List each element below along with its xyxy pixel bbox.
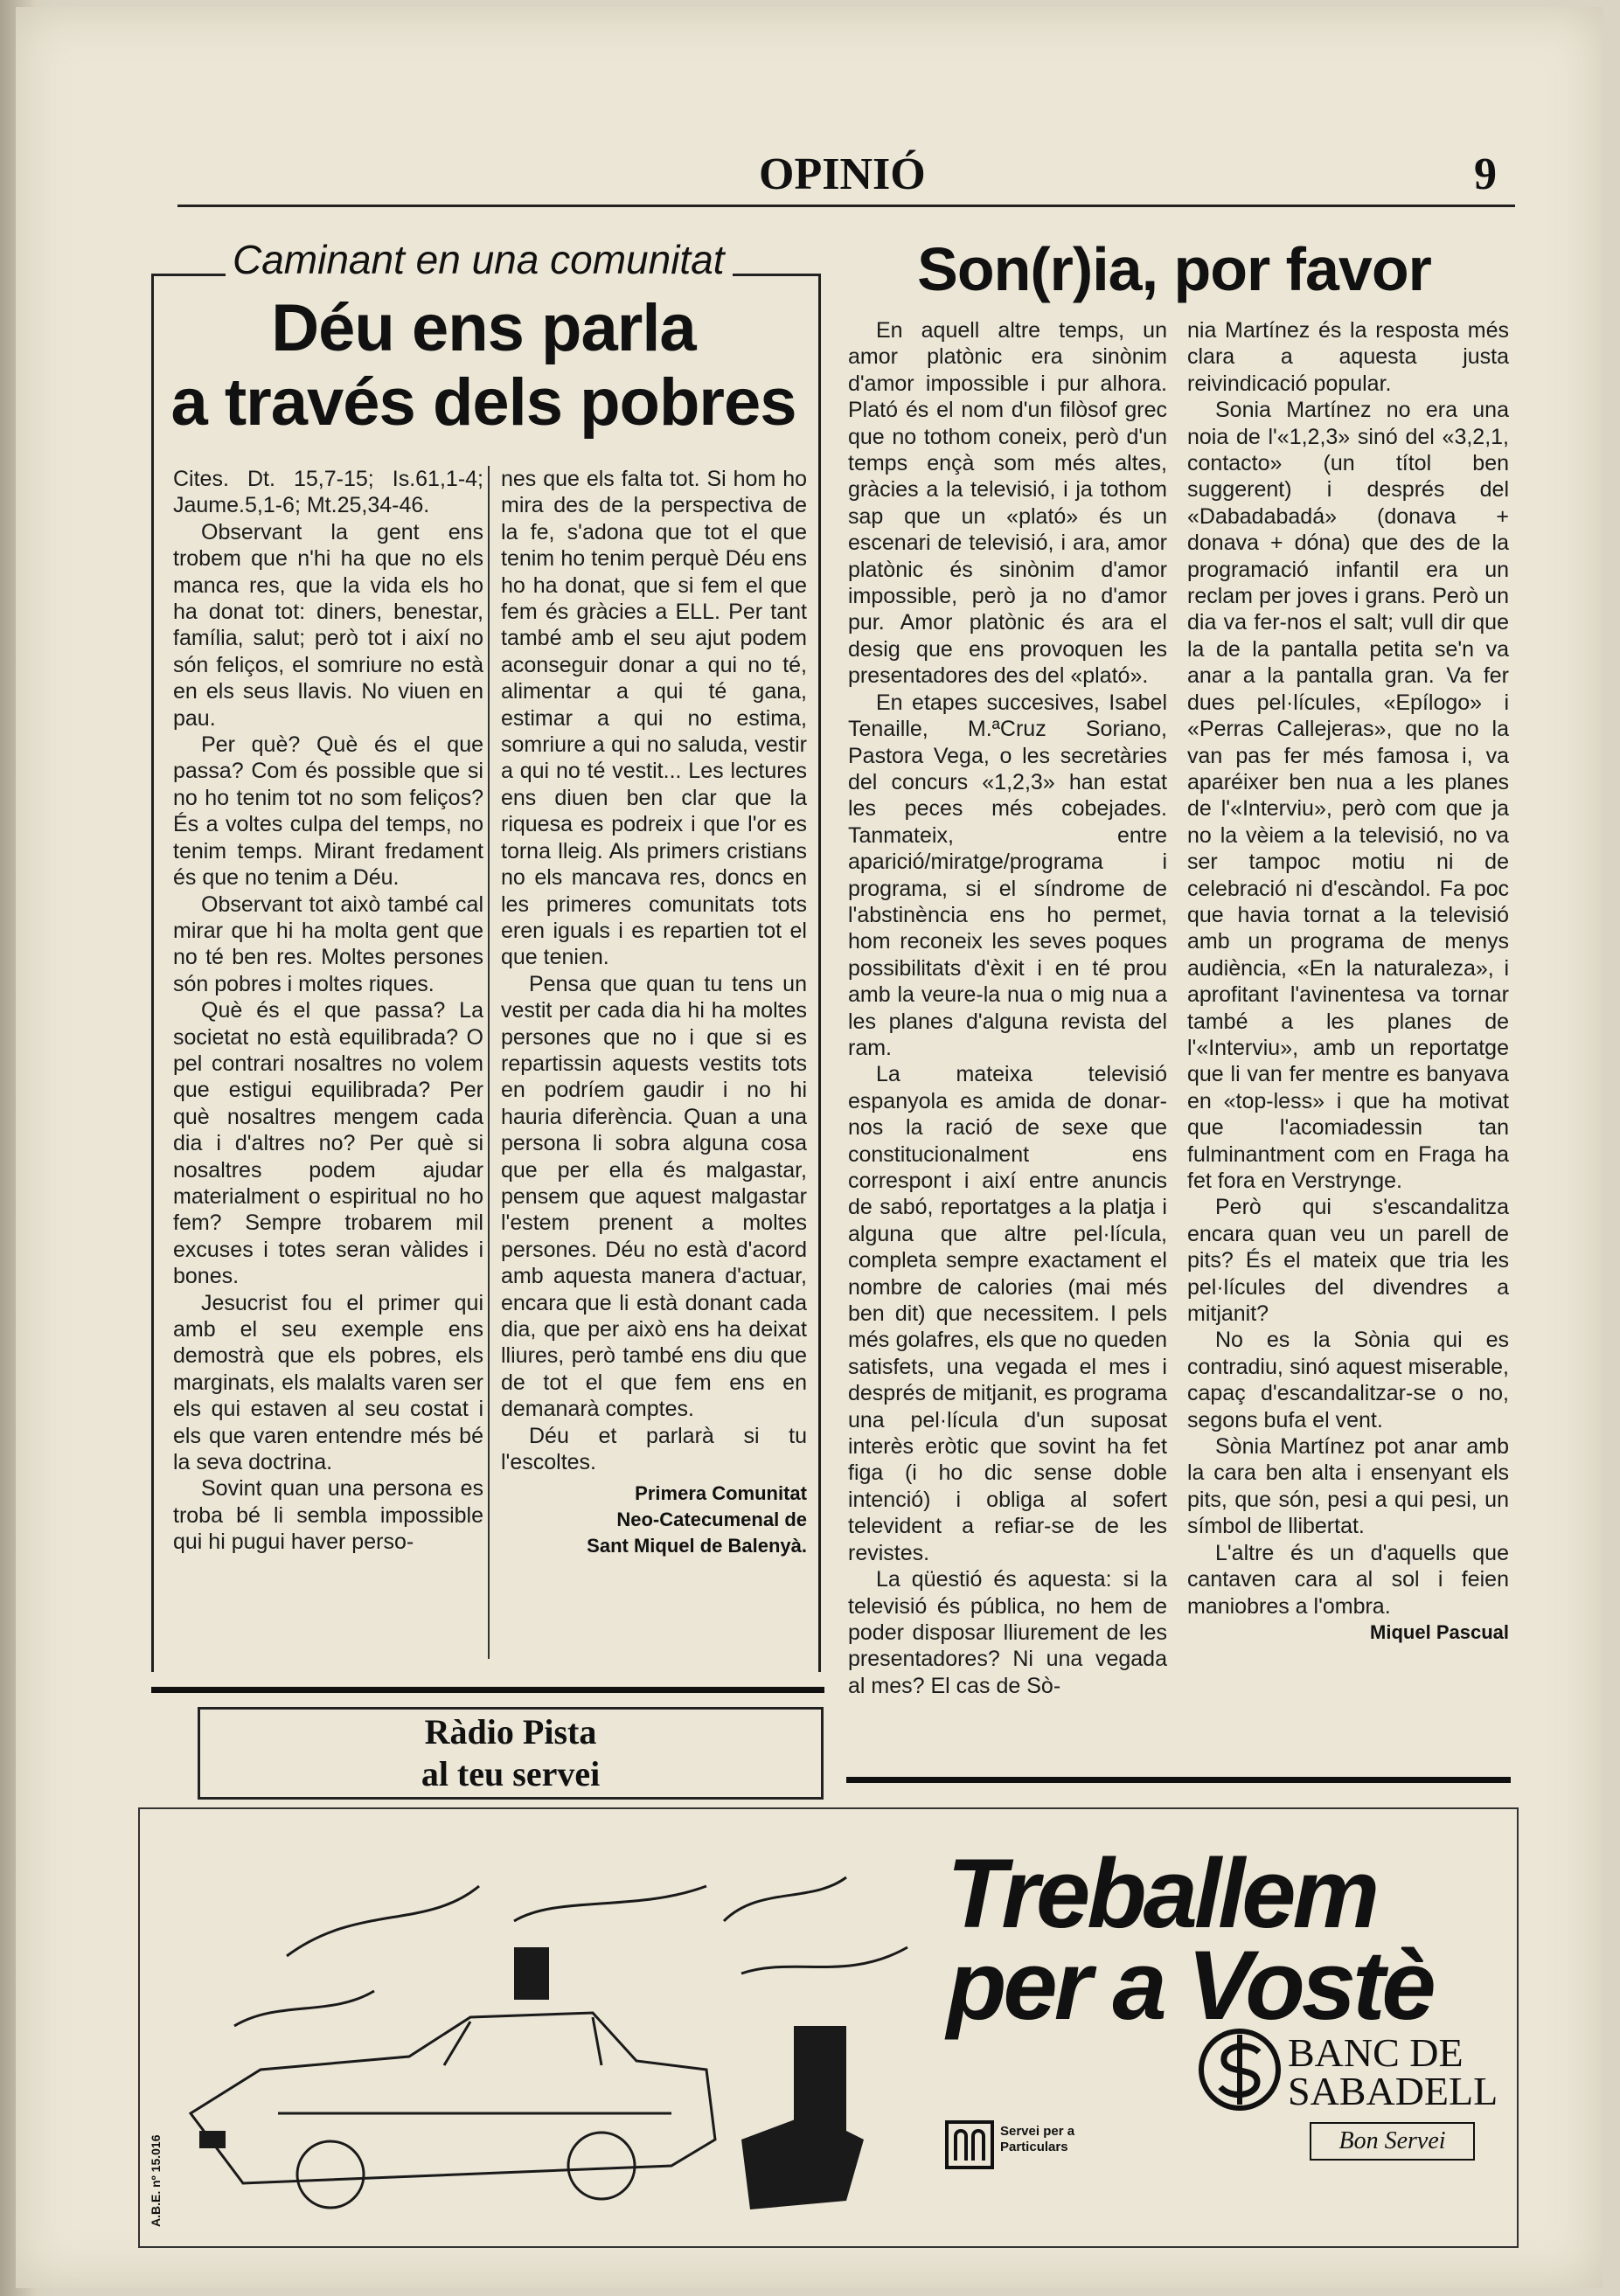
article1-top-rule-left	[151, 274, 226, 276]
article2-title: Son(r)ia, por favor	[917, 235, 1431, 303]
article1-top-rule-right	[733, 274, 818, 276]
slogan-line1: Treballem	[947, 1839, 1377, 1948]
article1-paragraph: Per què? Què és el que passa? Com és possible que si no ho tenim tot no som feliços? És a voltes culpa del temps, no tenim temps. Mirant fredament és que no tenim a Déu.	[173, 732, 483, 891]
bank-name-line2: SABADELL	[1288, 2069, 1498, 2113]
radio-pista-ad	[198, 1707, 824, 1800]
article1-title-line2: a través dels pobres	[170, 365, 796, 440]
bank-tagline: Bon Servei	[1310, 2122, 1475, 2161]
article2-signature: Miquel Pascual	[1370, 1620, 1509, 1643]
article1-paragraph: Jesucrist fou el primer qui amb el seu exemple ens demostrà que els pobres, els marginats, els malalts varen ser els qui estaven al seu costat i els que varen entendre més bé la seva doctrina.	[173, 1290, 483, 1475]
article2-paragraph: Sonia Martínez no era una noia de l'«1,2,3» sinó del «3,2,1, contacto» (un títol ben suggerent) i després del «Dabadabadá» (donava + donava + dóna) que des de la programació infantil era un reclam per joves i grans. Però un dia va fer-nos el salt; vull dir que la de la pantalla petita se'n va anar a la pantalla gran. Va fer dues pel·lícules, «Epílogo» i «Perras Callejeras», que no la van pas fer més famosa i, va aparéixer ben nua a les planes de l'«Interviu», però com que ja no la vèiem a la televisió, no va ser tampoc motiu ni de celebració ni d'escàndol. Fa poc que havia tornat a la televisió amb un programa de menys audiència, «En la naturaleza», i aprofitant l'avinentesa va tornar també a les planes de l'«Interviu», amb un reportatge que li van fer mentre es banyava en «top-less» i que ha motivat que l'acomiadessin tan fulminantment com en Fraga ha fet fora en Verstrynge.	[1187, 398, 1509, 1193]
article2-paragraph: No es la Sònia qui es contradiu, sinó aquest miserable, capaç d'escandalitzar-se o no, segons bufa el vent.	[1187, 1328, 1509, 1432]
article2-paragraph: nia Martínez és la resposta més clara a aquesta justa reivindicació popular.	[1187, 318, 1509, 396]
article1-paragraph: Sovint quan una persona es troba bé li sembla impossible qui hi pugui haver perso-	[173, 1476, 483, 1555]
radio-ad-line2: al teu servei	[421, 1754, 601, 1793]
signature-line: Primera Comunitat	[635, 1482, 807, 1505]
section-title: OPINIÓ	[759, 149, 926, 199]
article1-paragraph: Observant la gent ens trobem que n'hi ha que no els manca res, que la vida els ho ha donat tot: diners, benestar, família, salut; però tot i així no són feliços, el somriure no està en els seus llavis. No viuen en pau.	[173, 519, 483, 731]
article1-paragraph: Què és el que passa? La societat no està equilibrada? O pel contrari nosaltres no volem que estigui equilibrada? Per què nosaltres mengem cada dia i d'altres no? Per què si nosaltres podem ajudar materialment o espiritual no ho fem? Sempre trobarem mil excuses i totes seran vàlides i bones.	[173, 998, 483, 1289]
divider-thick	[151, 1687, 824, 1693]
service-line: Servei per a	[1000, 2124, 1075, 2139]
article2-paragraph: L'altre és un d'aquells que cantaven cara al sol i feien maniobres a l'ombra.	[1187, 1540, 1509, 1619]
radio-ad-line1: Ràdio Pista	[424, 1712, 597, 1751]
article2-column1	[848, 317, 1167, 1699]
sketch-illustration	[182, 1851, 951, 2236]
signature-line: Neo-Catecumenal de	[616, 1509, 807, 1531]
ad-code: A.B.E. nº 15.016	[149, 2134, 163, 2227]
article1-paragraph: Déu et parlarà si tu l'escoltes.	[501, 1423, 807, 1475]
article2-paragraph: En aquell altre temps, un amor platònic era sinònim d'amor impossible i pur alhora. Plató és el nom d'un filòsof grec que no tothom coneix, però d'un temps ençà som més altes, gràcies a la televisió, i ja tothom sap que un «plató» és un escenari de televisió, i ara, amor platònic és sinònim d'amor impossible, però ja no d'amor pur. Amor platònic és ara el desig que ens provoquen les presentadores des del «plató».	[848, 318, 1167, 689]
slogan-line2: per a Vostè	[947, 1931, 1433, 2040]
service-line: Particulars	[1000, 2140, 1068, 2154]
banc-sabadell-logo-icon	[1196, 2026, 1283, 2113]
article2-paragraph: La mateixa televisió espanyola es amida de donar-nos la ració de sexe que constitucionalment ens correspont i així entre anuncis de sabó, reportatges a la platja i alguna que altre pel·lícula, completa sempre exactament el nombre de calories (mai més ben dit) que necessitem. I pels més golafres, els que no queden satisfets, una vegada el mes i després de mitjanit, es programa una pel·lícula d'un suposat interès eròtic que sovint ha fet figa (i ho dic sense doble intenció) i obliga al sofert televident a refiar-se de les revistes.	[848, 1062, 1167, 1565]
article1-column1	[173, 466, 483, 1556]
article1-column2	[501, 466, 807, 1559]
bank-name-line1: BANC DE	[1288, 2030, 1464, 2075]
article2-paragraph: La qüestió és aquesta: si la televisió és pública, no hem de poder disposar lliurement de les presentadores? Ni una vegada al mes? El cas de Sò-	[848, 1567, 1167, 1698]
article1-title-line1: Déu ens parla	[271, 291, 696, 365]
article2-column2	[1187, 317, 1509, 1646]
article1-kicker: Caminant en una comunitat	[226, 236, 732, 283]
article1-paragraph: nes que els falta tot. Si hom ho mira des de la perspectiva de la fe, s'adona que tot el que tenim ho tenim perquè Déu ens ho ha donat, que si fem el que fem és gràcies a ELL. Per tant també amb el seu ajut podem aconseguir donar a qui no té, alimentar a qui té gana, estimar a qui no estima, somriure a qui no saluda, vestir a qui no té vestit... Les lectures ens diuen ben clar que la riquesa es podreix i que l'or es torna lleig. Als primers cristians no els mancava res, doncs en les primeres comunitats tots eren iguals i es repartien tot el que tenien.	[501, 467, 807, 970]
article2-paragraph: Però qui s'escandalitza encara quan veu un parell de pits? És el mateix que tria les pel·lícules del divendres a mitjanit?	[1187, 1195, 1509, 1327]
article1-signature	[501, 1481, 807, 1559]
page-number: 9	[1474, 149, 1497, 199]
header-rule	[177, 205, 1515, 207]
service-text	[1000, 2124, 1074, 2155]
service-logo-icon	[945, 2120, 994, 2169]
article2-paragraph: Sònia Martínez pot anar amb la cara ben alta i ensenyant els pits, que són, pesi a qui pesi, un símbol de llibertat.	[1187, 1434, 1509, 1539]
signature-line: Sant Miquel de Balenyà.	[587, 1535, 807, 1557]
article1-paragraph: Observant tot això també cal mirar que hi ha molta gent que no té ben res. Moltes persones són pobres i moltes riques.	[173, 891, 483, 996]
article1-citations: Cites. Dt. 15,7-15; Is.61,1-4; Jaume.5,1-6; Mt.25,34-46.	[173, 467, 483, 518]
article2-paragraph: En etapes succesives, Isabel Tenaille, M.ªCruz Soriano, Pastora Vega, o les secretàries del concurs «1,2,3» han estat les peces més cobejades. Tanmateix, entre aparició/miratge/programa i programa, si el síndrome de l'abstinència ens ho permet, hom reconeix les seves poques possibilitats d'èxit i en té prou amb la veure-la nua o mig nua a les planes d'alguna revista del ram.	[848, 690, 1167, 1060]
divider-thick	[846, 1777, 1511, 1783]
magazine-page	[16, 7, 1603, 2288]
article1-column-divider	[488, 466, 490, 1659]
article1-paragraph: Pensa que quan tu tens un vestit per cada dia hi ha moltes persones que no i que si es repartissin aquests vestits tots en podríem gaudir i no hi hauria diferència. Quan a una persona li sobra alguna cosa que per ella és malgastar, pensem que aquest malgastar l'estem prenent a moltes persones. Déu no està d'acord amb aquesta manera d'actuar, encara que li està donant cada dia, que per això ens ha deixat lliures, però també ens diu que de tot el que fem ens en demanarà comptes.	[501, 971, 807, 1422]
